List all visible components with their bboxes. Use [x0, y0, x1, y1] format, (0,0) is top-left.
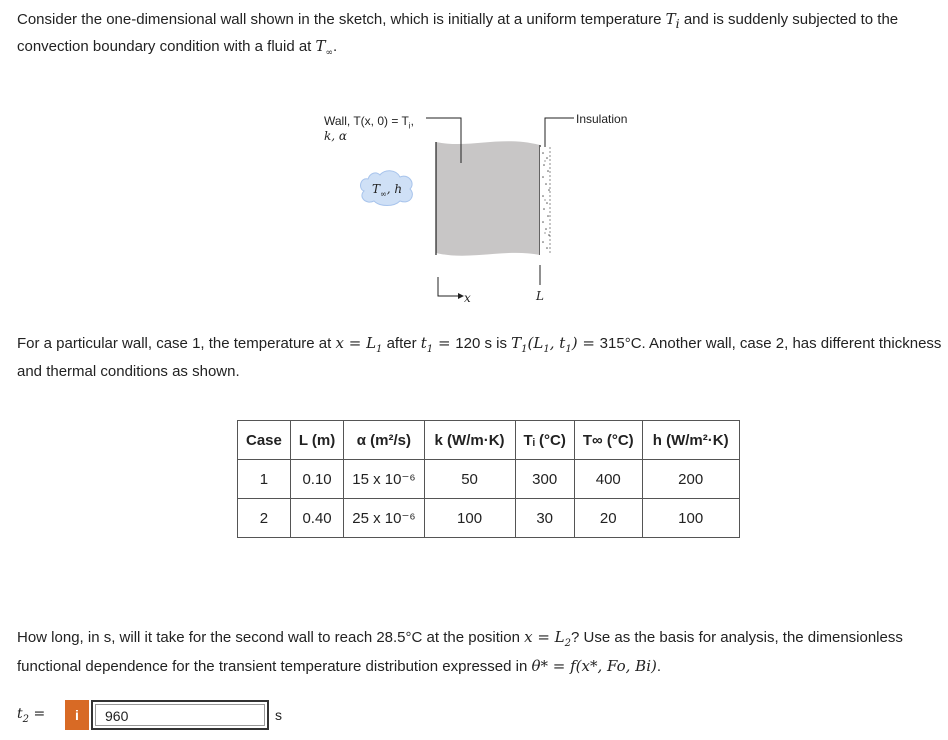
cell: 0.10	[290, 460, 343, 499]
wall-label: Wall, T(x, $0) = T_i$,	[324, 114, 414, 131]
cell: 200	[642, 460, 739, 499]
header-L: L (m)	[290, 421, 343, 460]
answer-input-box	[91, 700, 269, 730]
answer-label: $t_2$ =	[17, 706, 46, 725]
fluid-label: $T_\infty$, h	[372, 182, 403, 199]
answer-input[interactable]	[103, 704, 257, 728]
wall-diagram	[300, 105, 660, 310]
case1-paragraph: For a particular wall, case 1, the temperature at $x = L_1$ after $t_1 = 120$ s is $T_1(L_1$, $t_1) = 315^\circ C$. Another wall, case 2, has different thickness and thermal conditions as shown.	[17, 334, 942, 380]
cell: 30	[515, 499, 574, 538]
cell: 20	[574, 499, 642, 538]
insulation-layer	[540, 147, 550, 255]
x-axis-label: x	[464, 291, 471, 305]
table-row	[238, 499, 740, 538]
header-Tinf: T∞ (°C)	[574, 421, 642, 460]
header-Ti: Tᵢ (°C)	[515, 421, 574, 460]
cell: 400	[574, 460, 642, 499]
insulation-label: Insulation	[576, 112, 628, 126]
header-k: k (W/m·K)	[424, 421, 515, 460]
insulation-leader-line	[545, 118, 574, 147]
table-row	[238, 460, 740, 499]
header-case: Case	[238, 421, 291, 460]
props-label: k, α	[324, 129, 348, 143]
tinf-symbol: $T_\infty$	[315, 37, 334, 58]
wall-body	[436, 141, 540, 255]
cell: 15 x 10⁻⁶	[344, 460, 424, 499]
intro-paragraph: Consider the one-dimensional wall shown in the sketch, which is initially at a uniform temperature $T_i$ and is suddenly subjected to the convection boundary condition with a fluid at $T_\infty$.	[17, 10, 899, 58]
wall-sketch	[300, 105, 660, 310]
cell: 2	[238, 499, 291, 538]
info-icon[interactable]: i	[65, 700, 89, 730]
intro-text-2: and is suddenly subjected to the convection boundary condition with a fluid at	[17, 11, 899, 55]
ti-symbol: $T_i$	[665, 10, 680, 31]
cell: 50	[424, 460, 515, 499]
cell: 1	[238, 460, 291, 499]
cell: 300	[515, 460, 574, 499]
intro-text-1: Consider the one-dimensional wall shown in the sketch, which is initially at a uniform temperature	[17, 11, 666, 28]
header-h: h (W/m²·K)	[642, 421, 739, 460]
question-paragraph: How long, in s, will it take for the second wall to reach 28.5°C at the position $x = L_2$? Use as the basis for analysis, the dimensionless functional dependence for the transient temperature distribution expressed in θ* = f(x*, Fo, Bi).	[17, 628, 903, 675]
cell: 100	[642, 499, 739, 538]
cell: 0.40	[290, 499, 343, 538]
header-alpha: α (m²/s)	[344, 421, 424, 460]
L-label: L	[536, 289, 544, 303]
cell: 25 x 10⁻⁶	[344, 499, 424, 538]
x-axis	[438, 277, 458, 296]
table-header-row	[238, 421, 740, 460]
properties-table	[237, 420, 740, 538]
cell: 100	[424, 499, 515, 538]
answer-unit: s	[275, 707, 282, 723]
